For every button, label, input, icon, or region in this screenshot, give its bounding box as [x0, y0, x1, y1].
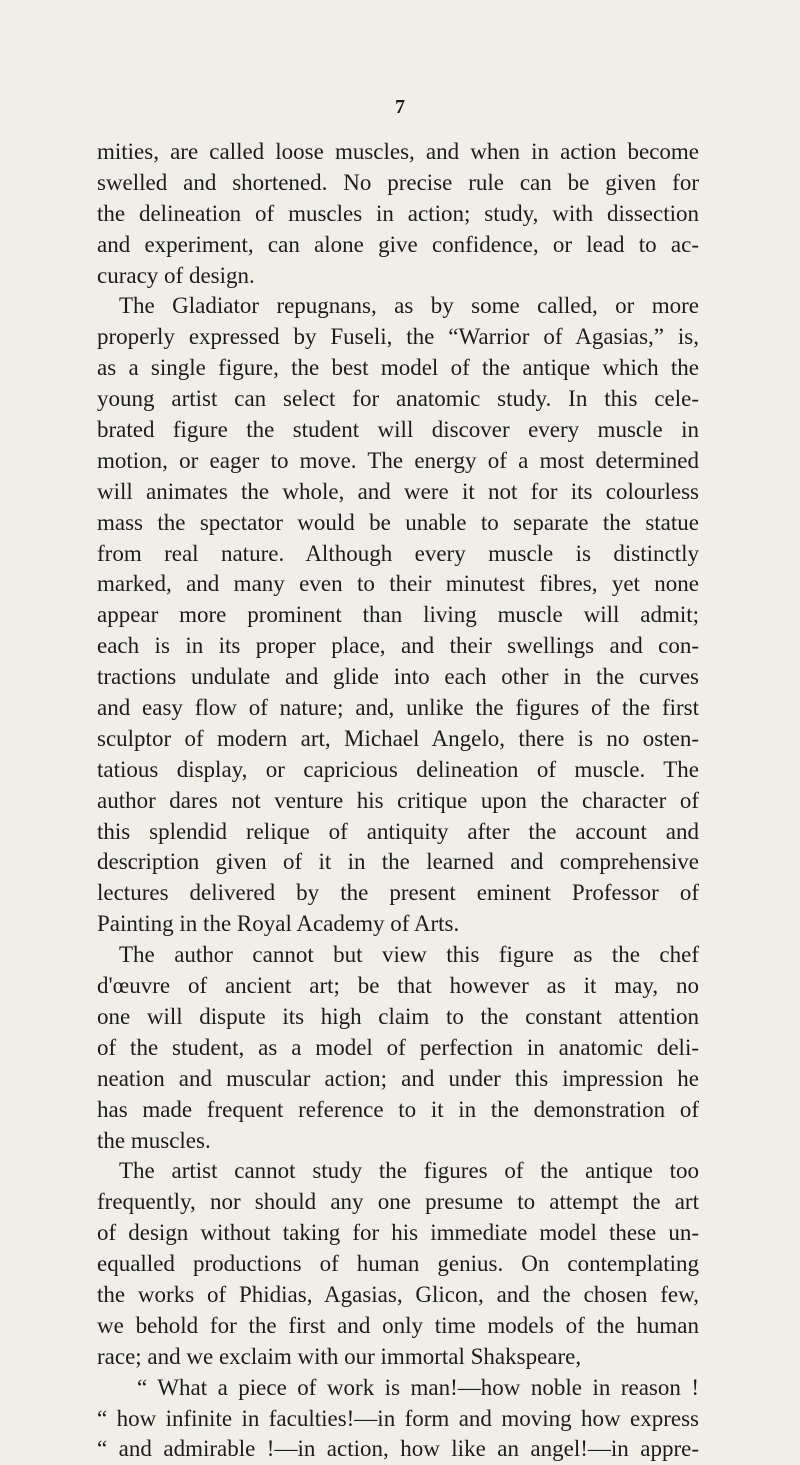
text-line: mass the spectator would be unable to separate the statue	[97, 509, 699, 535]
text-line: properly expressed by Fuseli, the “Warrior of Agasias,” is,	[97, 324, 699, 350]
text-line: tatious display, or capricious delineation of muscle. The	[97, 756, 699, 782]
text-line: as a single figure, the best model of the antique which the	[97, 355, 699, 381]
text-line: and experiment, can alone give confidence, or lead to ac-	[97, 231, 699, 257]
text-line: brated figure the student will discover every muscle in	[97, 417, 699, 443]
text-line: frequently, nor should any one presume to attempt the art	[97, 1189, 699, 1215]
text-line: tractions undulate and glide into each other in the curves	[97, 664, 699, 690]
text-line: this splendid relique of antiquity after the account and	[97, 818, 699, 844]
text-line: The artist cannot study the figures of the antique too	[119, 1158, 699, 1184]
text-line: race; and we exclaim with our immortal Shakspeare,	[97, 1343, 582, 1369]
text-line: will animates the whole, and were it not for its colourless	[97, 478, 699, 504]
text-line: sculptor of modern art, Michael Angelo, there is no osten-	[97, 725, 699, 751]
text-line: marked, and many even to their minutest fibres, yet none	[97, 571, 699, 597]
text-line: the delineation of muscles in action; study, with dissection	[97, 200, 699, 226]
text-line: each is in its proper place, and their swellings and con-	[97, 633, 699, 659]
text-line: has made frequent reference to it in the demonstration of	[97, 1096, 699, 1122]
text-line: The Gladiator repugnans, as by some called, or more	[119, 293, 699, 319]
quote-line: “ What a piece of work is man!—how noble in reason !	[137, 1374, 699, 1400]
text-line: of design without taking for his immediate model these un-	[97, 1220, 699, 1246]
text-line: d'œuvre of ancient art; be that however as it may, no	[97, 973, 699, 999]
text-line: and easy flow of nature; and, unlike the figures of the first	[97, 695, 699, 721]
text-line: neation and muscular action; and under this impression he	[97, 1065, 699, 1091]
text-line: Painting in the Royal Academy of Arts.	[97, 911, 460, 937]
text-line: mities, are called loose muscles, and when in action become	[97, 139, 699, 164]
text-line: swelled and shortened. No precise rule can be given for	[97, 169, 699, 195]
text-line: the works of Phidias, Agasias, Glicon, and the chosen few,	[97, 1281, 699, 1307]
text-line: from real nature. Although every muscle is distinctly	[97, 540, 699, 566]
quote-line: “ how infinite in faculties!—in form and moving how express	[97, 1405, 699, 1431]
text-line: lectures delivered by the present eminent Professor of	[97, 880, 699, 906]
text-line: description given of it in the learned and comprehensive	[97, 849, 699, 875]
text-line: the muscles.	[97, 1127, 211, 1153]
text-line: young artist can select for anatomic study. In this cele-	[97, 386, 699, 412]
text-line: The author cannot but view this figure as the chef	[119, 942, 699, 968]
quote-line: “ and admirable !—in action, how like an angel!—in appre-	[97, 1436, 699, 1462]
text-line: one will dispute its high claim to the constant attention	[97, 1003, 699, 1029]
text-line: appear more prominent than living muscle will admit;	[97, 602, 699, 628]
body-text	[97, 137, 699, 1465]
text-line: of the student, as a model of perfection in anatomic deli-	[97, 1034, 699, 1060]
text-line: we behold for the first and only time models of the human	[97, 1312, 699, 1338]
text-line: equalled productions of human genius. On contemplating	[97, 1251, 699, 1277]
text-line: curacy of design.	[97, 262, 255, 288]
page-number: 7	[395, 96, 405, 118]
text-line: author dares not venture his critique upon the character of	[97, 787, 699, 813]
text-line: motion, or eager to move. The energy of a most determined	[97, 447, 699, 473]
